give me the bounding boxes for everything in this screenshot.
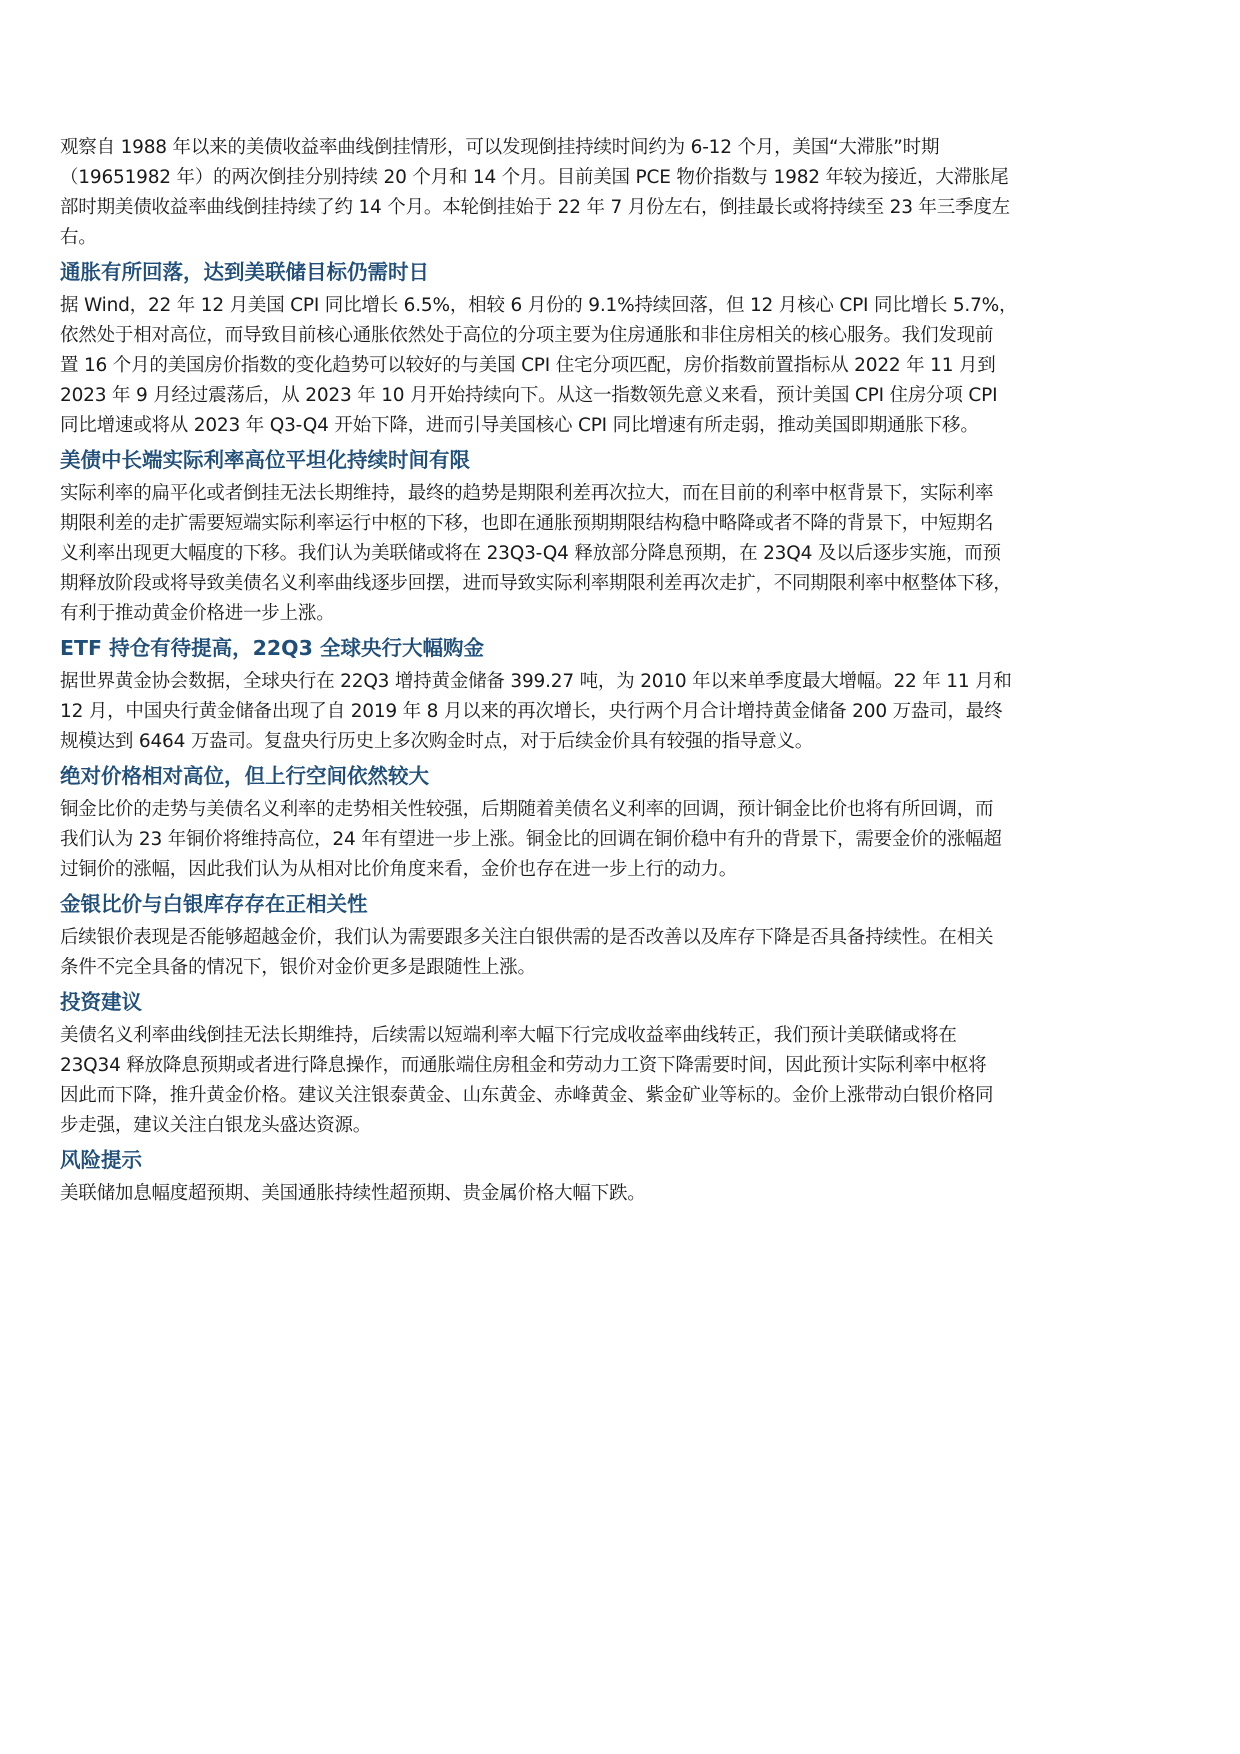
paragraph-line: 我们认为 23 年铜价将维持高位，24 年有望进一步上涨。铜金比的回调在铜价稳中有升的背景下，需要金价的涨幅超 bbox=[60, 829, 1002, 850]
paragraph-line: 23Q34 释放降息预期或者进行降息操作，而通胀端住房租金和劳动力工资下降需要时间，因此预计实际利率中枢将 bbox=[60, 1055, 987, 1076]
paragraph-line: 规模达到 6464 万盎司。复盘央行历史上多次购金时点，对于后续金价具有较强的指导意义。 bbox=[60, 731, 814, 752]
paragraph-line: 右。 bbox=[60, 227, 97, 248]
paragraph bbox=[60, 291, 1075, 441]
paragraph-line: 铜金比价的走势与美债名义利率的走势相关性较强，后期随着美债名义利率的回调，预计铜金比价也将有所回调，而 bbox=[60, 799, 994, 820]
paragraph-line: 步走强，建议关注白银龙头盛达资源。 bbox=[60, 1115, 372, 1136]
paragraph-line: 部时期美债收益率曲线倒挂持续了约 14 个月。本轮倒挂始于 22 年 7 月份左右，倒挂最长或将持续至 23 年三季度左 bbox=[60, 197, 1010, 218]
paragraph-line: （19651982 年）的两次倒挂分别持续 20 个月和 14 个月。目前美国 PCE 物价指数与 1982 年较为接近，大滞胀尾 bbox=[60, 167, 1009, 188]
paragraph bbox=[60, 795, 1075, 885]
section bbox=[60, 983, 1075, 1141]
paragraph bbox=[60, 1179, 1075, 1209]
paragraph-line: 有利于推动黄金价格进一步上涨。 bbox=[60, 603, 335, 624]
paragraph-line: 据 Wind，22 年 12 月美国 CPI 同比增长 6.5%，相较 6 月份的 9.1%持续回落，但 12 月核心 CPI 同比增长 5.7%， bbox=[60, 295, 1018, 316]
section-heading: 金银比价与白银库存存在正相关性 bbox=[60, 892, 368, 916]
paragraph-line: 过铜价的涨幅，因此我们认为从相对比价角度来看，金价也存在进一步上行的动力。 bbox=[60, 859, 738, 880]
paragraph-line: 12 月，中国央行黄金储备出现了自 2019 年 8 月以来的再次增长，央行两个月合计增持黄金储备 200 万盎司，最终 bbox=[60, 701, 1003, 722]
section bbox=[60, 885, 1075, 983]
section-heading: 美债中长端实际利率高位平坦化持续时间有限 bbox=[60, 448, 470, 472]
paragraph bbox=[60, 133, 1075, 253]
section-heading: 通胀有所回落，达到美联储目标仍需时日 bbox=[60, 260, 429, 284]
paragraph bbox=[60, 667, 1075, 757]
paragraph-line: 2023 年 9 月经过震荡后，从 2023 年 10 月开始持续向下。从这一指数领先意义来看，预计美国 CPI 住房分项 CPI bbox=[60, 385, 998, 406]
section-heading: ETF 持仓有待提高，22Q3 全球央行大幅购金 bbox=[60, 636, 484, 660]
paragraph-line: 后续银价表现是否能够超越金价，我们认为需要跟多关注白银供需的是否改善以及库存下降是否具备持续性。在相关 bbox=[60, 927, 994, 948]
section bbox=[60, 1141, 1075, 1209]
section-heading: 风险提示 bbox=[60, 1148, 142, 1172]
paragraph-line: 因此而下降，推升黄金价格。建议关注银泰黄金、山东黄金、赤峰黄金、紫金矿业等标的。金价上涨带动白银价格同 bbox=[60, 1085, 994, 1106]
paragraph-line: 美债名义利率曲线倒挂无法长期维持，后续需以短端利率大幅下行完成收益率曲线转正，我们预计美联储或将在 bbox=[60, 1025, 957, 1046]
section bbox=[60, 441, 1075, 629]
section bbox=[60, 133, 1075, 253]
paragraph-line: 置 16 个月的美国房价指数的变化趋势可以较好的与美国 CPI 住宅分项匹配，房价指数前置指标从 2022 年 11 月到 bbox=[60, 355, 996, 376]
section bbox=[60, 253, 1075, 441]
paragraph bbox=[60, 1021, 1075, 1141]
paragraph-line: 条件不完全具备的情况下，银价对金价更多是跟随性上涨。 bbox=[60, 957, 536, 978]
paragraph bbox=[60, 923, 1075, 983]
paragraph-line: 依然处于相对高位，而导致目前核心通胀依然处于高位的分项主要为住房通胀和非住房相关的核心服务。我们发现前 bbox=[60, 325, 994, 346]
document-body bbox=[60, 133, 1075, 1209]
paragraph-line: 期释放阶段或将导致美债名义利率曲线逐步回摆，进而导致实际利率期限利差再次走扩，不同期限利率中枢整体下移， bbox=[60, 573, 1012, 594]
paragraph-line: 据世界黄金协会数据，全球央行在 22Q3 增持黄金储备 399.27 吨，为 2010 年以来单季度最大增幅。22 年 11 月和 bbox=[60, 671, 1012, 692]
section bbox=[60, 629, 1075, 757]
paragraph-line: 实际利率的扁平化或者倒挂无法长期维持，最终的趋势是期限利差再次拉大，而在目前的利率中枢背景下，实际利率 bbox=[60, 483, 994, 504]
paragraph-line: 同比增速或将从 2023 年 Q3-Q4 开始下降，进而引导美国核心 CPI 同比增速有所走弱，推动美国即期通胀下移。 bbox=[60, 415, 979, 436]
paragraph-line: 义利率出现更大幅度的下移。我们认为美联储或将在 23Q3-Q4 释放部分降息预期，在 23Q4 及以后逐步实施，而预 bbox=[60, 543, 1001, 564]
paragraph-line: 观察自 1988 年以来的美债收益率曲线倒挂情形，可以发现倒挂持续时间约为 6-12 个月，美国“大滞胀”时期 bbox=[60, 137, 940, 158]
paragraph bbox=[60, 479, 1075, 629]
paragraph-line: 期限利差的走扩需要短端实际利率运行中枢的下移，也即在通胀预期期限结构稳中略降或者不降的背景下，中短期名 bbox=[60, 513, 994, 534]
paragraph-line: 美联储加息幅度超预期、美国通胀持续性超预期、贵金属价格大幅下跌。 bbox=[60, 1183, 646, 1204]
section-heading: 绝对价格相对高位，但上行空间依然较大 bbox=[60, 764, 429, 788]
section-heading: 投资建议 bbox=[60, 990, 142, 1014]
section bbox=[60, 757, 1075, 885]
